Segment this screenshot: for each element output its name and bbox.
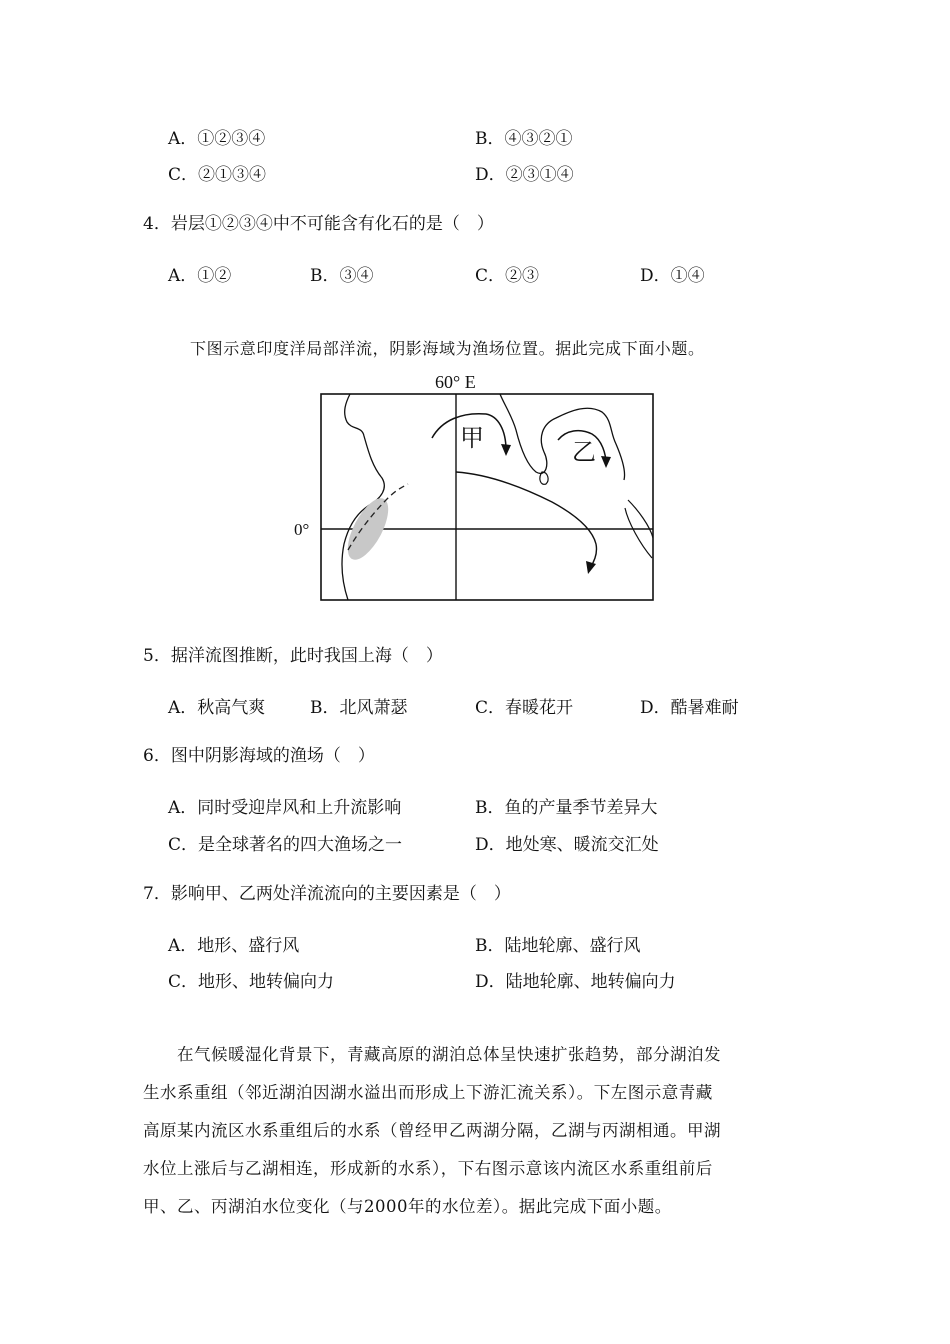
q5-option-c: C．春暖花开 [475,698,574,718]
passage-line-4: 水位上涨后与乙湖相连，形成新的水系），下右图示意该内流区水系重组前后 [143,1159,713,1178]
q3-option-a: A．①②③④ [168,129,266,149]
passage-line-2: 生水系重组（邻近湖泊因湖水溢出而形成上下游汇流关系）。下左图示意青藏 [143,1083,713,1102]
current-jia-label: 甲 [460,424,484,452]
q5-option-b: B．北风萧瑟 [310,698,408,718]
q4-option-b: B．③④ [310,266,374,286]
q3-option-b: B．④③②① [475,129,573,149]
equatorial-current-arrow [456,472,597,568]
q7-option-a: A．地形、盛行风 [168,936,300,956]
map-intro: 下图示意印度洋局部洋流，阴影海域为渔场位置。据此完成下面小题。 [190,339,705,358]
q7-stem: 7．影响甲、乙两处洋流流向的主要因素是（ ） [143,884,511,904]
q4-option-a: A．①② [168,266,232,286]
q3-option-d: D．②③①④ [475,165,574,185]
q6-option-b: B．鱼的产量季节差异大 [475,798,658,818]
q5-option-d: D．酷暑难耐 [640,698,739,718]
ocean-current-map [290,368,670,608]
q6-stem: 6．图中阴影海域的渔场（ ） [143,746,375,766]
equator-label: 0° [294,520,310,539]
q5-stem: 5．据洋流图推断，此时我国上海（ ） [143,646,443,666]
q7-option-b: B．陆地轮廓、盛行风 [475,936,641,956]
q6-option-d: D．地处寒、暖流交汇处 [475,835,659,855]
passage-line-5: 甲、乙、丙湖泊水位变化（与2000年的水位差）。据此完成下面小题。 [143,1197,672,1216]
african-coastline [342,394,384,600]
lake-passage [143,1036,803,1226]
passage-line-1: 在气候暖湿化背景下，青藏高原的湖泊总体呈快速扩张趋势，部分湖泊发 [143,1045,721,1064]
q6-option-a: A．同时受迎岸风和上升流影响 [168,798,402,818]
island-outline [540,472,548,484]
current-yi-arrowhead [601,456,611,468]
q7-option-c: C．地形、地转偏向力 [168,972,335,992]
q6-option-c: C．是全球著名的四大渔场之一 [168,835,403,855]
current-jia-arrowhead [501,444,511,456]
q4-stem: 4．岩层①②③④中不可能含有化石的是（ ） [143,214,494,234]
q3-option-c: C．②①③④ [168,165,267,185]
q5-option-a: A．秋高气爽 [168,698,266,718]
equatorial-current-arrowhead [586,561,596,574]
longitude-label: 60° E [435,372,476,392]
current-yi-label: 乙 [572,438,596,466]
q4-option-c: C．②③ [475,266,540,286]
q7-option-d: D．陆地轮廓、地转偏向力 [475,972,676,992]
passage-line-3: 高原某内流区水系重组后的水系（曾经甲乙两湖分隔，乙湖与丙湖相通。甲湖 [143,1121,721,1140]
map-frame [321,394,653,600]
q4-option-d: D．①④ [640,266,705,286]
